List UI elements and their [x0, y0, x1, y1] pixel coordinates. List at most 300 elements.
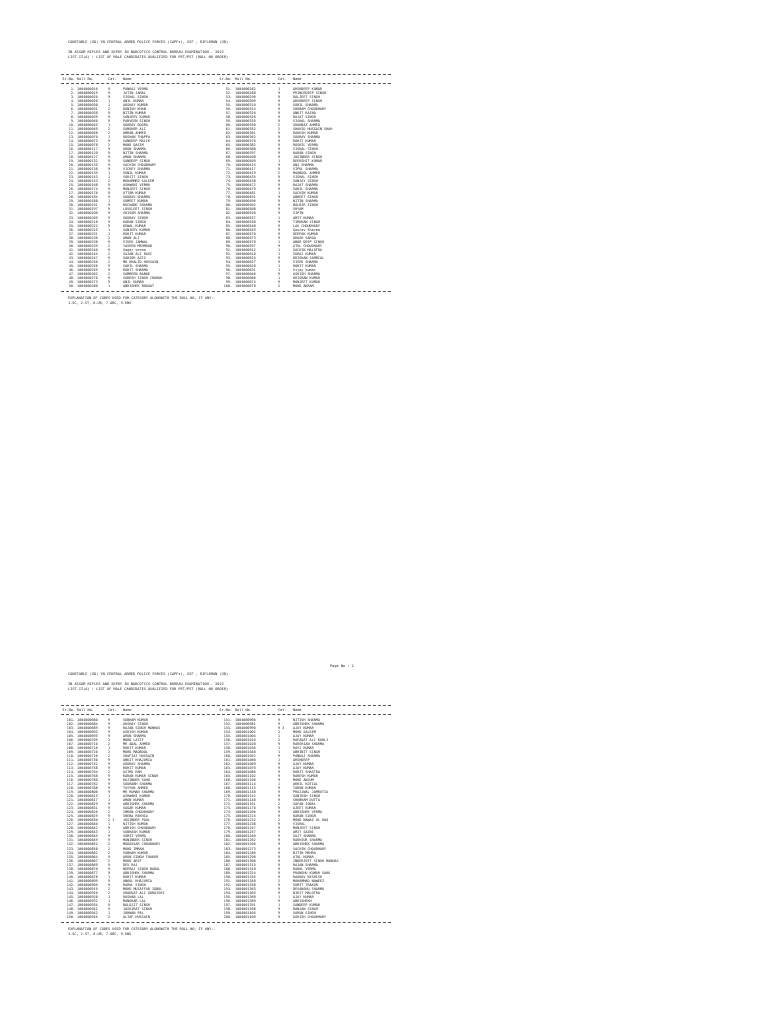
right-sr-no: 158.: [223, 746, 232, 751]
right-candidate-name: MOHD NAWAZ UL HAQ: [293, 818, 329, 823]
left-candidate-name: SAMSHER ALI: [123, 127, 146, 132]
left-category: 2: [108, 738, 111, 743]
left-roll-no: 1004000120: [77, 151, 98, 156]
left-sr-no: 134.: [66, 850, 75, 855]
right-candidate-name: VISHAL SINGH: [293, 175, 318, 180]
left-category: 9: [108, 95, 111, 100]
left-sr-no: 39.: [68, 239, 75, 244]
left-sr-no: 10.: [68, 123, 75, 128]
right-sr-no: 177.: [223, 822, 232, 827]
left-sr-no: 149.: [66, 910, 75, 915]
left-candidate-name: AKSHAY KUMAR: [123, 103, 148, 108]
left-sr-no: 44.: [68, 259, 75, 264]
right-category: 9: [278, 854, 281, 859]
left-sr-no: 2.: [70, 91, 75, 96]
right-category: 9: [278, 211, 281, 216]
right-category: 9: [278, 243, 281, 248]
right-roll-no: 1004000666: [235, 275, 256, 280]
left-sr-no: 122.: [66, 802, 75, 807]
left-candidate-name: KARAN KUMAR SINGH: [123, 774, 159, 779]
left-roll-no: 1004000040: [77, 119, 98, 124]
right-roll-no: 1004001398: [235, 906, 256, 911]
left-sr-no: 108.: [66, 746, 75, 751]
right-roll-no: 1004000282: [235, 87, 256, 91]
right-category: 9: [278, 115, 281, 120]
left-category: 9: [108, 826, 111, 831]
left-roll-no: 1004000143: [77, 175, 98, 180]
right-sr-no: 168.: [223, 786, 232, 791]
right-roll-no: 1004001148: [235, 798, 256, 803]
right-category: 9: [278, 131, 281, 136]
right-category: 2: [278, 283, 281, 288]
left-roll-no: 1004000840: [77, 822, 98, 827]
right-candidate-name: VARUN SINGH: [293, 910, 316, 915]
right-roll-no: 1004001069: [235, 762, 256, 767]
left-candidate-name: BALDJIT SINGH: [123, 902, 150, 907]
right-sr-no: 190.: [223, 874, 232, 879]
left-roll-no: 1004000197: [77, 207, 98, 212]
right-category: 9: [278, 898, 281, 903]
left-roll-no: 1004000153: [77, 179, 98, 184]
right-sr-no: 200.: [223, 914, 232, 919]
left-roll-no: 1004000710: [77, 742, 98, 747]
right-sr-no: 191.: [223, 878, 232, 883]
left-sr-no: 129.: [66, 830, 75, 835]
right-category: 9: [278, 842, 281, 847]
left-candidate-name: RAJAN SINGH MANHAS: [123, 726, 161, 731]
right-roll-no: 1004000597: [235, 243, 256, 248]
right-category: 9: [278, 766, 281, 771]
left-category: 1: [108, 231, 111, 236]
right-candidate-name: PANKAJ SHARMA: [293, 754, 320, 759]
right-category: 1: [278, 782, 281, 787]
left-sr-no: 11.: [68, 127, 75, 132]
left-sr-no: 146.: [66, 898, 75, 903]
right-sr-no: 88.: [225, 235, 232, 240]
left-category: 1: [108, 199, 111, 204]
right-sr-no: 64.: [225, 139, 232, 144]
right-candidate-name: SOURAV SHARMA: [293, 135, 320, 140]
left-candidate-name: RAHUL SINGH: [123, 882, 146, 887]
left-sr-no: 143.: [66, 886, 75, 891]
left-category: 9: [108, 834, 111, 839]
right-sr-no: 92.: [225, 251, 232, 256]
right-category: 9: [278, 810, 281, 815]
right-roll-no: 1004000417: [235, 167, 256, 172]
right-roll-no: 1004000296: [235, 95, 256, 100]
left-category: 2: [108, 886, 111, 891]
left-sr-no: 119.: [66, 790, 75, 795]
left-sr-no: 6.: [70, 107, 75, 112]
left-candidate-name: ROSHAN THAPPA: [123, 135, 150, 140]
right-roll-no: 1004001004: [235, 734, 256, 739]
left-sr-no: 35.: [68, 223, 75, 228]
left-candidate-name: VIVEK JAMWAL: [123, 239, 148, 244]
left-roll-no: 1004000945: [77, 914, 98, 919]
left-candidate-name: GOURAV SINGH: [123, 215, 148, 220]
left-roll-no: 1004000815: [77, 794, 98, 799]
right-sr-no: 99.: [225, 279, 232, 284]
left-candidate-name: MOHD QASIM: [123, 143, 144, 148]
left-sr-no: 36.: [68, 227, 75, 232]
right-roll-no: 1004001102: [235, 774, 256, 779]
left-candidate-name: SAMREEN BANOE: [123, 271, 150, 276]
column-header: [61, 77, 391, 81]
right-roll-no: 1004000538: [235, 219, 256, 224]
right-category: 9: [278, 790, 281, 795]
right-category: 1: [278, 251, 281, 256]
right-sr-no: 176.: [223, 818, 232, 823]
right-sr-no: 83.: [225, 215, 232, 220]
right-sr-no: 196.: [223, 898, 232, 903]
right-category: 1: [278, 750, 281, 755]
left-sr-no: 114.: [66, 770, 75, 775]
right-category: 9: [278, 814, 281, 819]
candidate-list: [61, 718, 391, 919]
left-candidate-name: SANJEEV KUMAR: [123, 227, 150, 232]
right-category: 9 3: [278, 726, 285, 731]
left-candidate-name: JOHNAN PAL: [123, 910, 144, 915]
left-roll-no: 1004000238: [77, 239, 98, 244]
left-sr-no: 19.: [68, 159, 75, 164]
right-candidate-name: ARSHDEEP: [293, 758, 310, 763]
right-category: 1: [278, 734, 281, 739]
left-roll-no: 1004000222: [77, 223, 98, 228]
right-category: 9: [278, 179, 281, 184]
left-roll-no: 1004000020: [77, 95, 98, 100]
right-sr-no: 152.: [223, 722, 232, 727]
col-name-left: Name: [123, 77, 132, 81]
left-sr-no: 3.: [70, 95, 75, 100]
right-sr-no: 185.: [223, 854, 232, 859]
left-category: 9: [108, 183, 111, 188]
left-candidate-name: SURESH SINGH CHARAK: [123, 275, 163, 280]
right-sr-no: 174.: [223, 810, 232, 815]
right-sr-no: 60.: [225, 123, 232, 128]
right-sr-no: 66.: [225, 147, 232, 152]
left-roll-no: 1004000132: [77, 159, 98, 164]
left-roll-no: 1004000259: [77, 267, 98, 272]
left-category: 9: [108, 758, 111, 763]
right-category: 9: [278, 846, 281, 851]
left-roll-no: 1004000829: [77, 802, 98, 807]
right-roll-no: 1004001114: [235, 782, 256, 787]
right-sr-no: 52.: [225, 91, 232, 96]
left-roll-no: 1004000878: [77, 874, 98, 879]
right-sr-no: 165.: [223, 774, 232, 779]
right-sr-no: 75.: [225, 183, 232, 188]
right-candidate-name: ASHISH SHARMA: [293, 271, 320, 276]
left-category: 9: [108, 191, 111, 196]
right-sr-no: 161.: [223, 758, 232, 763]
right-candidate-name: TARUN KUMAR: [293, 786, 316, 791]
left-roll-no: 1004000273: [77, 279, 98, 284]
right-candidate-name: MOHD ANJUM: [293, 778, 314, 783]
right-roll-no: 1004001206: [235, 810, 256, 815]
right-candidate-name: RAVI KUMAR: [293, 746, 314, 751]
left-candidate-name: MOHD IMRAN: [123, 846, 144, 851]
left-category: 1: [108, 898, 111, 903]
left-roll-no: 1004000829: [77, 814, 98, 819]
left-candidate-name: ANIL KUMAR: [123, 279, 144, 284]
right-sr-no: 76.: [225, 187, 232, 192]
right-category: 9: [278, 219, 281, 224]
right-candidate-name: TIRKHAN SINGH: [293, 219, 320, 224]
right-category: 9: [278, 271, 281, 276]
right-sr-no: 89.: [225, 239, 232, 244]
left-candidate-name: ABHISHEK BHAGAT: [123, 283, 155, 288]
right-category: 2: [278, 730, 281, 735]
right-roll-no: 1004001365: [235, 890, 256, 895]
right-roll-no: 1004000548: [235, 223, 256, 228]
right-candidate-name: MANJEET SINGH: [293, 826, 320, 831]
left-candidate-name: ASHWANI VERMA: [123, 183, 150, 188]
right-category: 9: [278, 830, 281, 835]
right-candidate-name: NIKIT MALOTRA: [293, 890, 320, 895]
right-candidate-name: NITISH SHARMA: [293, 718, 320, 722]
col-roll-right: Roll No.: [235, 77, 252, 81]
left-category: 2: [108, 890, 111, 895]
right-category: 9: [278, 279, 281, 284]
right-roll-no: 1004000573: [235, 235, 256, 240]
code-explanation: EXPLANATION OF CODES USED FOR CATEGORY ALONGWITH THE ROLL NO, IF ANY:-: [68, 927, 216, 931]
left-sr-no: 120.: [66, 794, 75, 799]
right-category: 9: [278, 882, 281, 887]
right-candidate-name: SAHIL SHARMA: [293, 103, 318, 108]
right-category: 9: [278, 890, 281, 895]
left-sr-no: 116.: [66, 778, 75, 783]
right-candidate-name: MAQBOOL AHMED: [293, 171, 320, 176]
left-category: 1: [108, 822, 111, 827]
left-roll-no: 1004000768: [77, 774, 98, 779]
col-name-right: Name: [293, 708, 302, 712]
right-roll-no: 1004001115: [235, 786, 256, 791]
left-category: 9: [108, 838, 111, 843]
left-roll-no: 1004000236: [77, 235, 98, 240]
left-category: 9: [108, 203, 111, 208]
left-sr-no: 37.: [68, 231, 75, 236]
left-sr-no: 20.: [68, 163, 75, 168]
col-name-left: Name: [123, 708, 132, 712]
left-candidate-name: ROHIT KUMAR: [123, 766, 146, 771]
left-roll-no: 1004000849: [77, 838, 98, 843]
right-category: 9: [278, 163, 281, 168]
left-category: 2: [108, 810, 111, 815]
right-candidate-name: ROHIT SHASTRA: [293, 770, 320, 775]
left-category: 2: [108, 858, 111, 863]
right-roll-no: 1004001257: [235, 830, 256, 835]
right-category: 9: [278, 259, 281, 264]
left-category: 9: [108, 255, 111, 260]
left-category: 9: [108, 790, 111, 795]
right-roll-no: 1004001002: [235, 730, 256, 735]
right-category: 9: [278, 906, 281, 911]
title-line-1: CONSTABLE (GD) IN CENTRAL ARMED POLICE FORCES (CAPFs), SSF , RIFLEMAN (GD): [68, 40, 229, 44]
right-roll-no: 1004001363: [235, 886, 256, 891]
right-sr-no: 187.: [223, 862, 232, 867]
left-sr-no: 38.: [68, 235, 75, 240]
left-candidate-name: SUBHASH KUMAR: [123, 830, 150, 835]
left-sr-no: 13.: [68, 135, 75, 140]
right-sr-no: 69.: [225, 159, 232, 164]
left-sr-no: 125.: [66, 814, 75, 819]
left-category: 9: [108, 275, 111, 280]
left-roll-no: 1004000684: [77, 722, 98, 727]
right-sr-no: 61.: [225, 127, 232, 132]
left-category: 9: [108, 91, 111, 96]
right-sr-no: 63.: [225, 135, 232, 140]
right-roll-no: 1004000335: [235, 119, 256, 124]
left-category: 9: [108, 207, 111, 212]
left-sr-no: 21.: [68, 167, 75, 172]
right-sr-no: 51.: [225, 87, 232, 91]
left-roll-no: 1004000932: [77, 898, 98, 903]
right-candidate-name: ASHISH CHOUDHARY: [293, 914, 327, 919]
left-category: 2: [108, 850, 111, 855]
right-category: 2: [278, 123, 281, 128]
left-roll-no: 1004000231: [77, 231, 98, 236]
right-category: 9: [278, 107, 281, 112]
right-category: 9: [278, 806, 281, 811]
right-roll-no: 1004001324: [235, 870, 256, 875]
left-roll-no: 1004000280: [77, 283, 98, 288]
left-roll-no: 1004000742: [77, 762, 98, 767]
left-candidate-name: ARUN SHARMA: [123, 734, 146, 739]
left-candidate-name: SAHIOR AZIZ: [123, 255, 146, 260]
left-category: 9: [108, 778, 111, 783]
right-sr-no: 81.: [225, 207, 232, 212]
right-sr-no: 172.: [223, 802, 232, 807]
left-sr-no: 15.: [68, 143, 75, 148]
left-candidate-name: SUBHAM KUMAR: [123, 850, 148, 855]
right-roll-no: 1004000578: [235, 239, 256, 244]
right-candidate-name: AMIT KUMAR: [293, 215, 314, 220]
title-line-1: CONSTABLE (GD) IN CENTRAL ARMED POLICE FORCES (CAPFs), SSF , RIFLEMAN (GD): [68, 672, 229, 676]
right-roll-no: 1004000966: [235, 718, 256, 722]
right-candidate-name: ABHINIT SINGH: [293, 750, 320, 755]
left-sr-no: 123.: [66, 806, 75, 811]
right-category: 1: [278, 239, 281, 244]
left-roll-no: 1004000139: [77, 171, 98, 176]
left-sr-no: 17.: [68, 151, 75, 156]
right-sr-no: 197.: [223, 902, 232, 907]
right-category: 9: [278, 199, 281, 204]
right-category: 9: [278, 235, 281, 240]
left-sr-no: 142.: [66, 882, 75, 887]
left-roll-no: 1004000941: [77, 906, 98, 911]
left-roll-no: 1004000030: [77, 103, 98, 108]
right-category: 9: [278, 822, 281, 827]
right-roll-no: 1004001273: [235, 846, 256, 851]
right-roll-no: 1004000628: [235, 263, 256, 268]
left-roll-no: 1004000209: [77, 215, 98, 220]
right-candidate-name: SURAJ KUMAR: [293, 251, 316, 256]
left-roll-no: 1004000758: [77, 766, 98, 771]
right-sr-no: 155.: [223, 734, 232, 739]
right-category: 9: [278, 119, 281, 124]
left-roll-no: 1004000817: [77, 798, 98, 803]
left-category: 9: [108, 167, 111, 172]
right-sr-no: 54.: [225, 99, 232, 104]
right-sr-no: 193.: [223, 886, 232, 891]
right-category: 9: [278, 203, 281, 208]
right-candidate-name: ABHISHEK SHARMA: [293, 842, 325, 847]
col-roll-right: Roll No.: [235, 708, 252, 712]
right-candidate-name: RAKESH KUMAR: [293, 131, 318, 136]
left-candidate-name: MANINDER SINGH: [123, 838, 152, 843]
left-candidate-name: DANISH KHAN: [123, 107, 146, 112]
right-candidate-name: Vijay kumar: [293, 267, 316, 272]
left-roll-no: 1004000695: [77, 734, 98, 739]
left-candidate-name: ABHISHEK SHARMA: [123, 802, 155, 807]
left-sr-no: 40.: [68, 243, 75, 248]
left-sr-no: 133.: [66, 846, 75, 851]
right-sr-no: 188.: [223, 866, 232, 871]
left-roll-no: 1004000788: [77, 786, 98, 791]
right-candidate-name: VIPIN: [293, 211, 304, 216]
right-candidate-name: INDERJEET SINGH MANHAS: [293, 858, 339, 863]
left-category: 9: [108, 247, 111, 252]
left-roll-no: 1004000843: [77, 830, 98, 835]
right-candidate-name: VISHAL SHARMA: [293, 119, 320, 124]
right-sr-no: 84.: [225, 219, 232, 224]
right-sr-no: 59.: [225, 119, 232, 124]
right-sr-no: 85.: [225, 223, 232, 228]
right-candidate-name: ROHIT KUMAR: [293, 139, 316, 144]
right-sr-no: 78.: [225, 195, 232, 200]
left-candidate-name: SHAKUAT ALI QURAISHI: [123, 890, 165, 895]
left-candidate-name: MUDASSAR CHOUDHARY: [123, 842, 161, 847]
left-category: 2: [108, 235, 111, 240]
right-sr-no: 67.: [225, 151, 232, 156]
left-category: 9: [108, 782, 111, 787]
right-roll-no: 1004000981: [235, 722, 256, 727]
left-candidate-name: NITIN SHARMA: [123, 151, 148, 156]
right-candidate-name: VIVEK SHARMA: [293, 259, 318, 264]
right-roll-no: 1004000438: [235, 179, 256, 184]
left-candidate-name: ALTAF HUSSAIN: [123, 914, 150, 919]
left-candidate-name: VISHAL SINGH: [123, 95, 148, 100]
left-sr-no: 26.: [68, 187, 75, 192]
right-candidate-name: AKHIL KOTIAL: [293, 782, 318, 787]
right-candidate-name: SACHIN CHOUDHARY: [293, 846, 327, 851]
right-sr-no: 173.: [223, 806, 232, 811]
right-category: 2: [278, 802, 281, 807]
left-roll-no: 1004000026: [77, 99, 98, 104]
left-roll-no: 1004000845: [77, 834, 98, 839]
left-candidate-name: PARVEEN SINGH: [123, 119, 150, 124]
right-candidate-name: ARSHDEEP KUMAR: [293, 87, 322, 91]
left-category: 2: [108, 770, 111, 775]
right-sr-no: 55.: [225, 103, 232, 108]
left-category: 9: [108, 854, 111, 859]
left-sr-no: 147.: [66, 902, 75, 907]
right-category: 9: [278, 722, 281, 727]
right-sr-no: 156.: [223, 738, 232, 743]
right-category: 9: [278, 834, 281, 839]
right-candidate-name: MANJEET KUMAR: [293, 279, 320, 284]
right-roll-no: 1004001247: [235, 826, 256, 831]
left-candidate-name: AKSHAY SINGH: [123, 722, 148, 727]
left-sr-no: 141.: [66, 878, 75, 883]
right-sr-no: 182.: [223, 842, 232, 847]
right-roll-no: 1004001066: [235, 758, 256, 763]
left-category: 9: [108, 119, 111, 124]
right-sr-no: 77.: [225, 191, 232, 196]
right-sr-no: 184.: [223, 850, 232, 855]
left-category: 9: [108, 766, 111, 771]
right-roll-no: 1004000382: [235, 143, 256, 148]
